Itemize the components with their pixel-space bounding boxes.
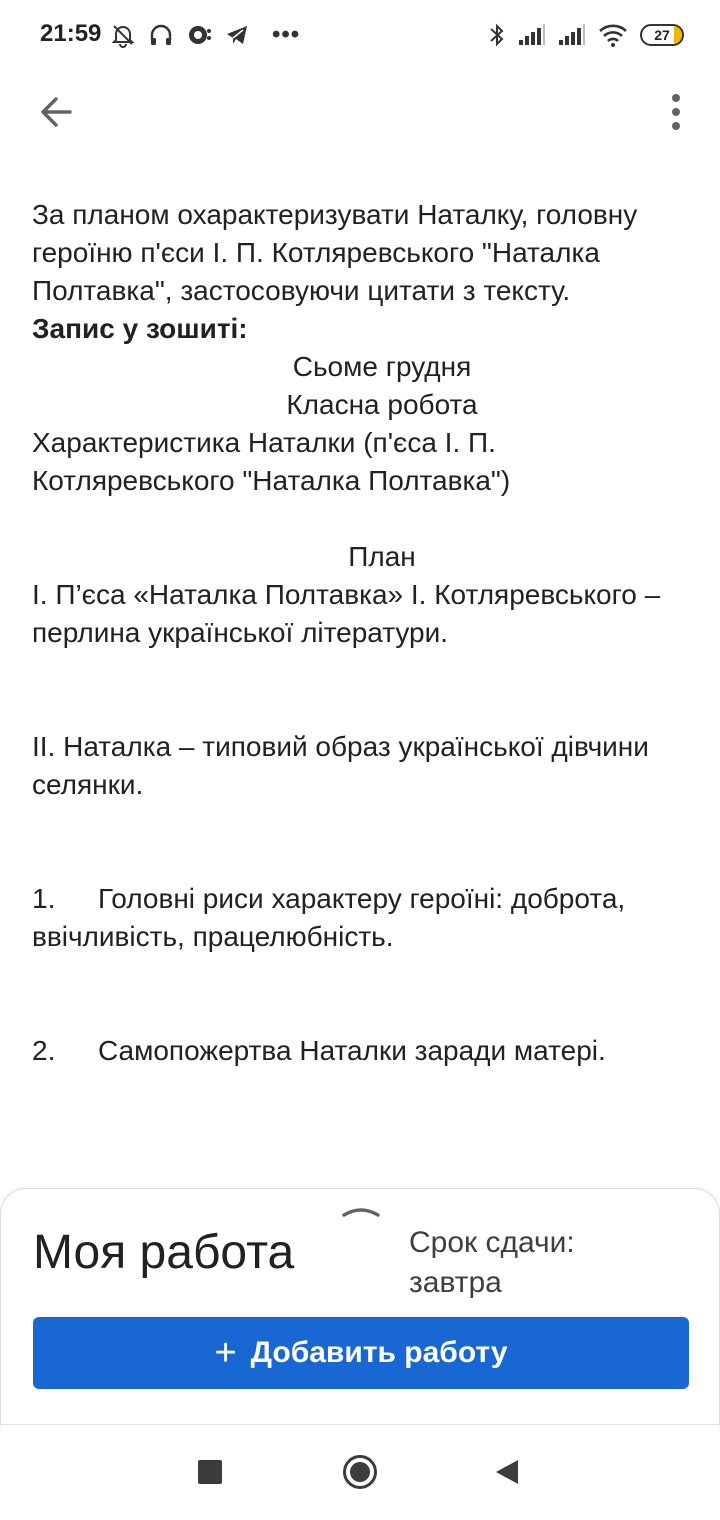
sub-item-2 xyxy=(32,1032,692,1070)
notebook-heading: Запис у зошиті: xyxy=(32,313,248,344)
add-work-button[interactable] xyxy=(33,1317,689,1389)
plan-item-2: ІІ. Наталка – типовий образ української дівчини селянки. xyxy=(32,731,649,800)
plus-icon: + xyxy=(214,1332,237,1374)
signal-icon xyxy=(518,24,546,46)
home-icon[interactable] xyxy=(342,1454,378,1490)
battery-icon xyxy=(640,24,684,46)
sub-item-number: 1. xyxy=(32,883,56,914)
assignment-description xyxy=(32,196,692,1070)
recent-apps-icon[interactable] xyxy=(198,1460,222,1484)
assignment-intro: За планом охарактеризувати Наталку, головну героїню п'єси І. П. Котляревського "Наталка Полтавка", застосовуючи цитати з тексту. xyxy=(32,199,638,306)
more-vert-icon xyxy=(670,92,682,132)
navbar-divider xyxy=(0,1424,720,1425)
topic-line: Характеристика Наталки (п'єса І. П. Котляревського "Наталка Полтавка") xyxy=(32,427,511,496)
plan-heading: План xyxy=(348,541,416,572)
arrow-back-icon xyxy=(36,92,76,132)
status-time: 21:59 xyxy=(40,20,102,47)
more-options-button[interactable] xyxy=(652,88,700,136)
notification-icons xyxy=(110,20,300,50)
battery-level: 27 xyxy=(654,27,670,43)
sub-item-1 xyxy=(32,880,692,956)
due-date xyxy=(409,1223,669,1303)
class-work-line: Класна робота xyxy=(286,389,478,420)
my-work-sheet[interactable] xyxy=(0,1188,720,1428)
add-work-label: Добавить работу xyxy=(250,1336,508,1369)
do-not-disturb-icon xyxy=(110,22,136,48)
more-notifications-indicator: ••• xyxy=(272,21,301,48)
back-button[interactable] xyxy=(32,88,80,136)
sub-item-number: 2. xyxy=(32,1035,56,1066)
sheet-expand-handle[interactable] xyxy=(341,1203,381,1224)
sub-item-text: Головні риси характеру героїні: доброта, ввічливість, працелюбність. xyxy=(32,883,626,952)
headphones-icon xyxy=(148,22,174,48)
wifi-icon xyxy=(598,23,628,47)
plan-item-1: І. П’єса «Наталка Полтавка» І. Котляревського – перлина української літератури. xyxy=(32,579,661,648)
chevron-up-icon xyxy=(341,1203,381,1219)
bluetooth-icon xyxy=(488,22,506,48)
system-navbar xyxy=(0,1426,720,1520)
date-line: Сьоме грудня xyxy=(292,351,472,382)
telegram-icon xyxy=(224,22,250,48)
signal-icon xyxy=(558,24,586,46)
chat-bubble-icon xyxy=(186,22,212,48)
my-work-title: Моя работа xyxy=(33,1226,295,1279)
due-label: Срок сдачи: xyxy=(409,1226,575,1259)
sub-item-text: Самопожертва Наталки заради матері. xyxy=(98,1035,606,1066)
status-bar xyxy=(0,0,720,70)
due-value: завтра xyxy=(409,1266,502,1299)
back-icon[interactable] xyxy=(494,1458,520,1491)
system-icons xyxy=(488,20,684,50)
